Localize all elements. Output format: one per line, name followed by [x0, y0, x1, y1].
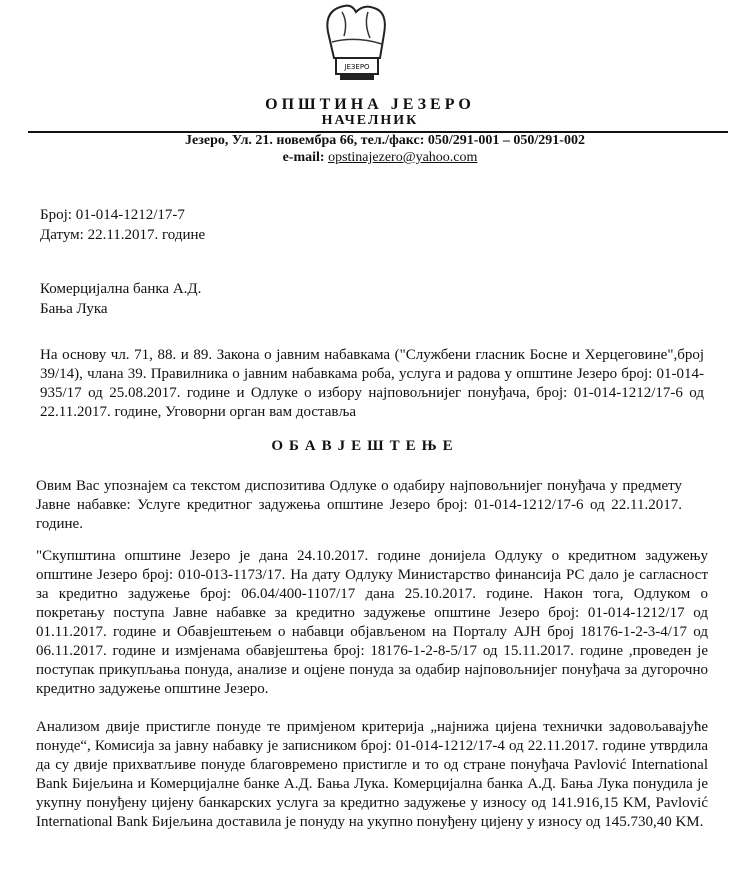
recipient-city: Бања Лука	[40, 301, 108, 317]
document-date: Датум: 22.11.2017. године	[40, 227, 206, 243]
email-label: e-mail:	[282, 150, 325, 165]
municipal-seal-icon	[318, 2, 394, 82]
recipient-name: Комерцијална банка А.Д.	[40, 281, 202, 297]
organization-department: НАЧЕЛНИК	[321, 113, 419, 128]
organization-name: ОПШТИНА ЈЕЗЕРО	[265, 96, 475, 113]
seal-label: ЈЕЗЕРО	[344, 63, 370, 71]
organization-address: Језеро, Ул. 21. новембра 66, тел./факс: 050/291-001 – 050/291-002	[185, 133, 585, 148]
email-link[interactable]: opstinajezero@yahoo.com	[328, 150, 478, 165]
document-number: Број: 01-014-1212/17-7	[40, 207, 185, 223]
intro-paragraph: На основу чл. 71, 88. и 89. Закона о јавним набавкама ("Службени гласник Босне и Херцеговине",број 39/14), члана 39. Правилника о јавним набавкама роба, услуга и радова у општине Језеро број: 01-014-935/17 од 25.08.2017. године и Одлуке о избору најповољнијег понуђача, број: 01-014-1212/17-6 од 22.11.2017. године, Уговорни орган вам доставља	[40, 347, 704, 420]
paragraph-decision-intro: Овим Вас упознајем са текстом диспозитива Одлуке о одабиру најповољнијег понуђача у предмету Јавне набавке: Услуге кредитног задужења општине Језеро број: 01-014-1212/17-6 од 22.11.2017. године.	[36, 478, 682, 532]
email-line	[150, 150, 610, 166]
paragraph-analysis: Анализом двије пристигле понуде те примјеном критерија „најнижа цијена технички задовољавајуће понуде“, Комисија за јавну набавку је записником број: 01-014-1212/17-4 од 22.11.2017. године утврдила да су двије прихватљиве понуде благовремено пристигле и то од стране понуђача Pavlović International Bank Бијељина и Комерцијалне банке А.Д. Бања Лука. Комерцијална банка А.Д. Бања Лука понудила је укупну понуђену цијену банкарских услуга за кредитно задужење у износу од 141.916,15 KM, Pavlović International Bank Бијељина доставила је понуду на укупно понуђену цијену у износу од 145.730,40 KM.	[36, 719, 708, 830]
paragraph-procedure: "Скупштина општине Језеро је дана 24.10.2017. године донијела Одлуку о кредитном задужењу општине Језеро број: 010-013-1173/17. На дату Одлуку Министарство финансија РС дало је сагласност за кредитно задужење број: 06.04/400-1107/17 дана 25.10.2017. године. Након тога, Одлуком о покретању поступа Јавне набавке за кредитно задужење општине Језеро број: 01-014-1212/17 од 01.11.2017. године и Обавјештењем о набавци објављеном на Порталу АЈН број 18176-1-2-3-4/17 од 06.11.2017. године и измјенама обавјештења број: 18176-1-2-8-5/17 од 15.11.2017. године ,проведен је поступак прикупљања понуда, анализе и оцјене понуда за одабир најповољнијег понуђача за дугорочно кредитно задужење општине Језеро.	[36, 548, 708, 697]
notice-title: ОБАВЈЕШТЕЊЕ	[271, 438, 459, 454]
